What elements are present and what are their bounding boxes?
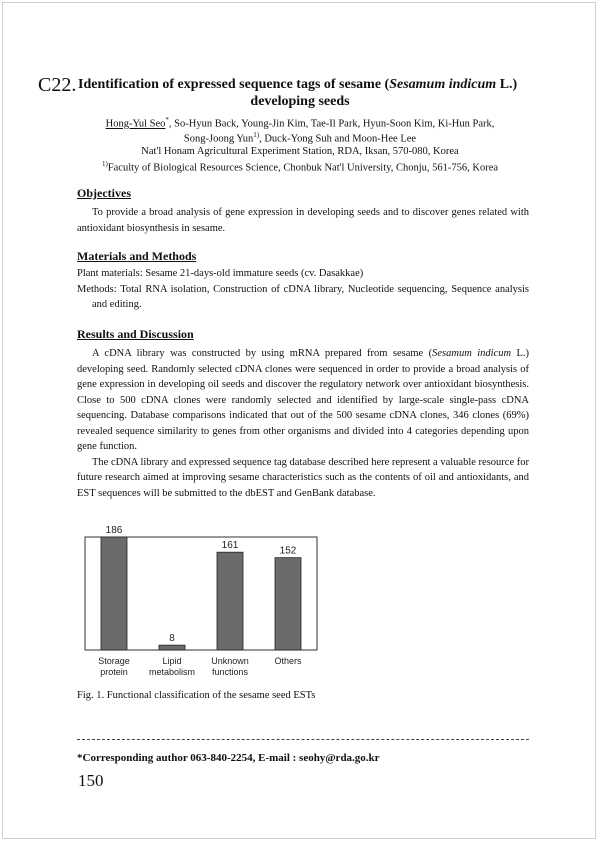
category-label: protein (100, 667, 128, 677)
bar-value-label: 161 (221, 540, 239, 552)
category-label: Storage (98, 656, 130, 666)
affiliation-mark: 1) (253, 131, 260, 139)
results-heading: Results and Discussion (77, 327, 194, 341)
figure-caption: Fig. 1. Functional classification of the sesame seed ESTs (77, 690, 316, 701)
title-text: Identification of expressed sequence tags of sesame ( (78, 77, 390, 92)
authors-line-1 (0, 116, 600, 130)
authors-end: , Duck-Yong Suh and Moon-Hee Lee (259, 133, 417, 145)
objectives-text (77, 205, 529, 236)
title-line-1 (78, 77, 517, 93)
results-text (77, 346, 529, 501)
methods-text (77, 266, 529, 313)
objectives-heading: Objectives (77, 186, 131, 200)
bar-value-label: 186 (105, 525, 123, 536)
affiliation-2 (0, 160, 600, 174)
results-p1-species: Sesamum indicum (432, 348, 512, 359)
authors-rest: , So-Hyun Back, Young-Jin Kim, Tae-Il Park, Hyun-Soon Kim, Ki-Hun Park, (168, 118, 495, 130)
category-label: Others (274, 656, 302, 666)
bar-chart (80, 525, 320, 682)
results-paragraph-2: The cDNA library and expressed sequence tag database described here represent a valuable resource for future research aimed at improving sesame characteristics such as the contents of oil and antioxidants, and EST sequences will be submitted to the dbEST and GenBank database. (77, 456, 529, 499)
bar (159, 645, 185, 650)
methods-plant-materials: Plant materials: Sesame 21-days-old immature seeds (cv. Dasakkae) (77, 268, 364, 279)
first-author: Hong-Yul Seo (105, 118, 166, 130)
affiliation-1: Nat'l Honam Agricultural Experiment Station, RDA, Iksan, 570-080, Korea (141, 146, 459, 157)
bar-value-label: 152 (279, 545, 297, 557)
category-label: Unknown (211, 656, 249, 666)
title-species: Sesamum indicum (389, 77, 497, 92)
results-paragraph-1 (77, 346, 529, 455)
category-label: Lipid (162, 656, 182, 666)
title-text-end: L.) (496, 77, 518, 92)
affiliation-2-mark: 1) (101, 160, 108, 168)
affiliation-2-text: Faculty of Biological Resources Science, Chonbuk Nat'l University, Chonju, 561-756, Korea (107, 162, 499, 174)
authors-line-2 (0, 131, 600, 145)
bar (217, 552, 243, 650)
bars-group (101, 537, 301, 650)
title-line-2: developing seeds (250, 94, 350, 109)
bar-value-label: 8 (169, 633, 175, 645)
bar (275, 558, 301, 650)
footer-divider (77, 739, 529, 740)
author-yun: Song-Joong Yun (183, 133, 254, 145)
category-label: functions (211, 667, 249, 677)
objectives-paragraph: To provide a broad analysis of gene expression in developing seeds and to discover genes related with antioxidant biosynthesis in sesame. (77, 207, 529, 234)
corresponding-author: *Corresponding author 063-840-2254, E-mail : seohy@rda.go.kr (77, 752, 380, 764)
methods-heading: Materials and Methods (77, 249, 197, 263)
methods-list: Methods: Total RNA isolation, Construction of cDNA library, Nucleotide sequencing, Sequence analysis and editing. (77, 283, 529, 310)
bar (101, 537, 127, 650)
results-p1-rest: L.) developing seed. Randomly selected cDNA clones were sequenced in order to provide a broad analysis of gene expression in developing oil seeds and discover the regulatory network over antioxidant biosynthesis. Close to 500 cDNA clones were randomly selected and identified by large-scale single-pass cDNA sequencing. Database comparisons indicated that out of the 500 sesame cDNA clones, 346 clones (69%) revealed sequence similarity to genes from other organisms and divided into 4 categories depending upon gene function. (77, 348, 530, 452)
page-number: 150 (78, 771, 104, 790)
category-labels-group (98, 656, 302, 677)
abstract-code: C22. (38, 74, 77, 96)
category-label: metabolism (148, 667, 196, 677)
corresponding-mark: * (165, 116, 169, 124)
value-labels-group (106, 525, 297, 644)
results-p1-start: A cDNA library was constructed by using mRNA prepared from sesame ( (92, 348, 433, 359)
